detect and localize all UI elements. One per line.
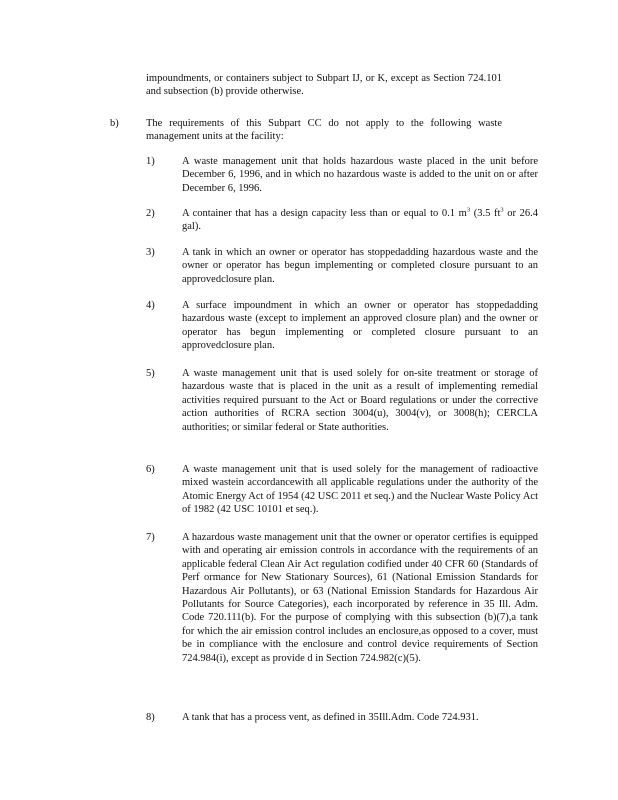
item-2-sup-a: 3 [466,206,471,214]
item-3-number: 3) [146,247,155,258]
item-2-text-c: or 26.4 gal). [182,208,538,233]
item-1-text: A waste management unit that holds hazardous waste placed in the unit before December 6, 1996, and in which no hazardous waste is added to the unit on or after December 6, 1996. [182,156,538,194]
lead-paragraph: impoundments, or containers subject to Subpart IJ, or K, except as Section 724.101 and subsection (b) provide otherwise. [146,73,502,98]
item-3-text: A tank in which an owner or operator has stoppedadding hazardous waste and the owner or operator has begun implementing or completed closure pursuant to an approvedclosure plan. [182,247,538,285]
item-8-text: A tank that has a process vent, as defined in 35Ill.Adm. Code 724.931. [182,712,479,723]
item-2-text [182,207,538,234]
item-2-number: 2) [146,208,155,219]
item-5-text: A waste management unit that is used solely for on-site treatment or storage of hazardous waste that is placed in the unit as a result of implementing remedial activities required pursuant to the Act or Board regulations or under the corrective action authorities of RCRA section 3004(u), 3004(v), or 3008(h); CERCLA authorities; or similar federal or State authorities. [182,368,538,433]
item-2-sup-b: 3 [500,206,504,214]
item-7-number: 7) [146,532,155,543]
item-2-text-a: A container that has a design capacity less than or equal to 0.1 m [182,208,467,219]
item-5-number: 5) [146,368,155,379]
item-8-number: 8) [146,712,155,723]
section-b-label: b) [110,118,119,129]
section-b-text: The requirements of this Subpart CC do not apply to the following waste management units at the facility: [146,118,502,143]
item-6-text: A waste management unit that is used solely for the management of radioactive mixed wastein accordancewith all applicable regulations under the authority of the Atomic Energy Act of 1954 (42 USC 2011 et seq.) and the Nuclear Waste Policy Act of 1982 (42 USC 10101 et seq.). [182,464,538,516]
item-7-text: A hazardous waste management unit that the owner or operator certifies is equipped with and operating air emission controls in accordance with the requirements of an applicable federal Clean Air Act regulation codified under 40 CFR 60 (Standards of Perf ormance for New Stationary Sources), 61 (National Emission Standards for Hazardous Air Pollutants), or 63 (National Emission Standards for Hazardous Air Pollutants for Source Categories), each incorporated by reference in 35 Ill. Adm. Code 720.111(b). For the purpose of complying with this subsection (b)(7),a tank for which the air emission control includes an enclosure,as opposed to a cover, must be in compliance with the enclosure and control device requirements of Section 724.984(i), except as provide d in Section 724.982(c)(5). [182,532,538,664]
item-2-text-b: (3.5 ft [470,208,501,219]
item-6-number: 6) [146,464,155,475]
item-4-text: A surface impoundment in which an owner or operator has stoppedadding hazardous waste (except to implement an approved closure plan) and the owner or operator has begun implementing or completed closure pursuant to an approvedclosure plan. [182,300,538,352]
item-4-number: 4) [146,300,155,311]
item-1-number: 1) [146,156,155,167]
